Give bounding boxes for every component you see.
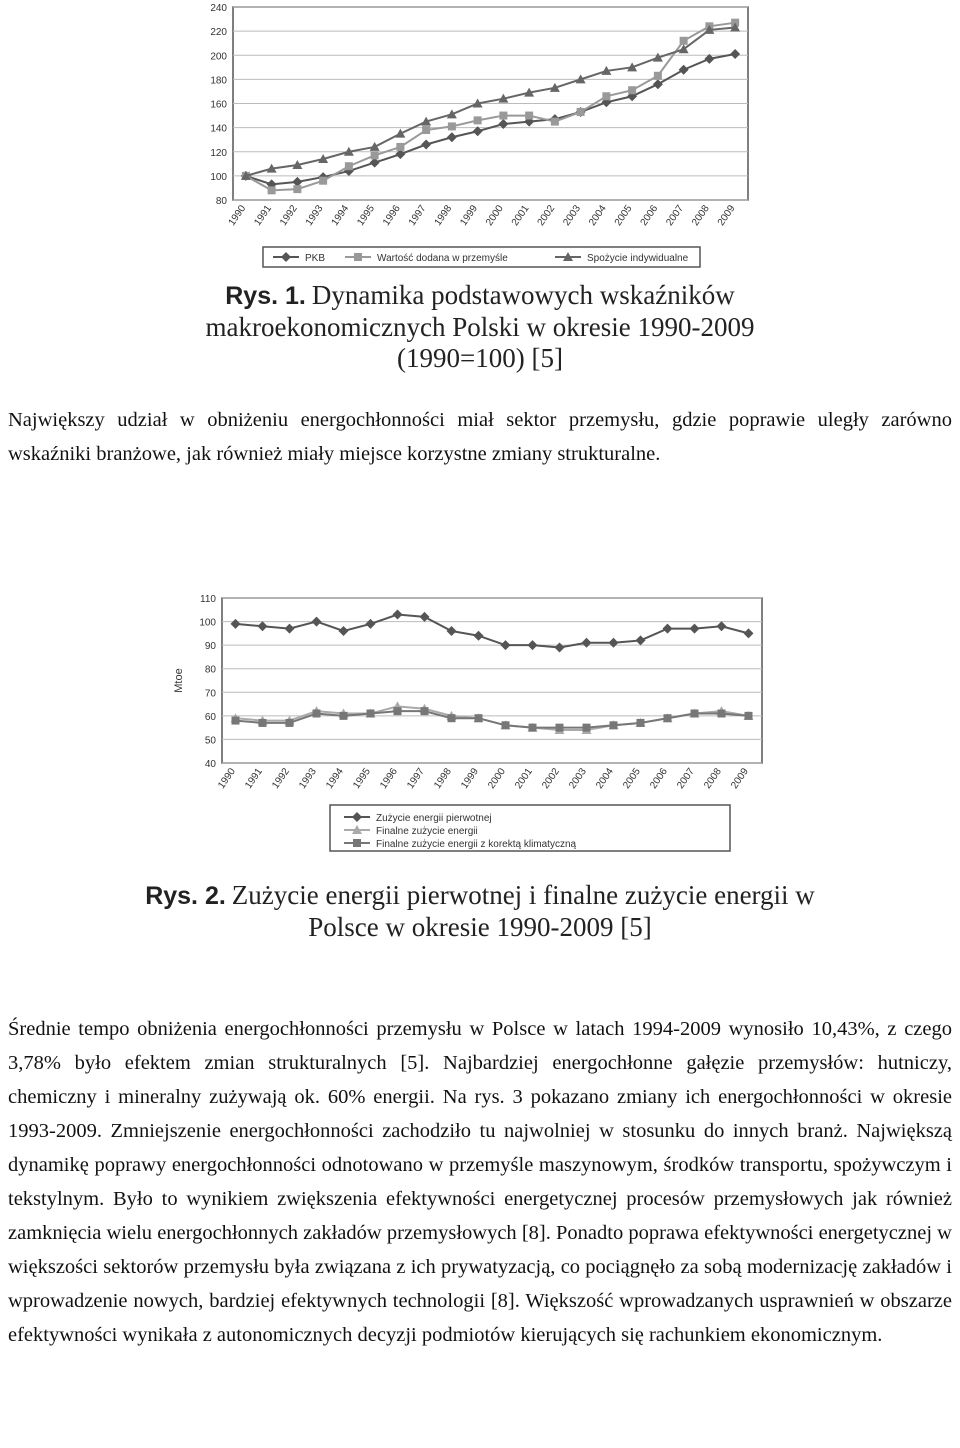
chart2-x-tick-label: 1998 bbox=[432, 766, 454, 791]
figure-2-caption bbox=[130, 880, 830, 943]
chart1-x-tick-label: 2007 bbox=[664, 203, 687, 228]
chart1-data-point bbox=[551, 118, 559, 126]
chart1-data-point bbox=[319, 177, 327, 185]
chart2-legend-label: Finalne zużycie energii z korektą klimatyczną bbox=[376, 839, 577, 850]
chart2-data-point bbox=[286, 719, 294, 727]
chart2-x-tick-label: 1992 bbox=[270, 766, 292, 791]
figure-1-chart bbox=[0, 0, 960, 275]
chart1-data-point bbox=[474, 116, 482, 124]
chart2-data-point bbox=[448, 714, 456, 722]
chart2-data-point bbox=[421, 707, 429, 715]
chart2-x-tick-label: 2008 bbox=[702, 766, 724, 791]
chart1-x-tick-label: 1998 bbox=[432, 203, 455, 228]
chart1-x-tick-label: 1990 bbox=[226, 203, 249, 228]
chart1-data-point bbox=[577, 108, 585, 116]
chart2-x-tick-label: 2001 bbox=[513, 766, 535, 791]
chart1-data-point bbox=[422, 126, 430, 134]
chart1-data-point bbox=[499, 112, 507, 120]
chart1-x-tick-label: 1993 bbox=[303, 203, 326, 228]
chart1-x-tick-label: 2001 bbox=[509, 203, 532, 228]
chart1-legend-label: PKB bbox=[305, 253, 326, 264]
chart2-y-tick-label: 90 bbox=[204, 641, 216, 653]
chart1-y-tick-label: 80 bbox=[215, 196, 227, 207]
chart1-data-point bbox=[654, 72, 662, 80]
figure-2-label: Rys. 2. bbox=[145, 882, 226, 910]
chart2-y-tick-label: 110 bbox=[200, 594, 216, 605]
chart1-data-point bbox=[268, 186, 276, 194]
chart1-data-point bbox=[396, 143, 404, 151]
chart2-y-tick-label: 60 bbox=[204, 711, 216, 723]
chart2-x-tick-label: 1997 bbox=[405, 766, 427, 791]
figure-2-chart bbox=[0, 585, 960, 855]
chart1-x-tick-label: 2006 bbox=[638, 203, 661, 228]
chart1-y-tick-label: 240 bbox=[210, 3, 227, 14]
chart2-y-tick-label: 70 bbox=[204, 688, 216, 700]
chart1-x-tick-label: 2000 bbox=[484, 203, 506, 228]
chart2-data-point bbox=[691, 710, 699, 718]
chart1-data-point bbox=[628, 86, 636, 94]
chart2-y-axis-label: Mtoe bbox=[173, 668, 185, 693]
chart1-legend-label: Spożycie indywidualne bbox=[587, 253, 689, 264]
chart1-y-tick-label: 180 bbox=[210, 75, 227, 87]
chart2-x-tick-label: 2009 bbox=[729, 766, 751, 791]
figure-1-label: Rys. 1. bbox=[225, 282, 306, 310]
chart1-x-tick-label: 2004 bbox=[587, 203, 609, 228]
chart2-data-point bbox=[394, 707, 402, 715]
chart1-x-tick-label: 1996 bbox=[381, 203, 403, 228]
chart2-data-point bbox=[475, 714, 483, 722]
chart2-legend-label: Finalne zużycie energii bbox=[376, 826, 478, 837]
chart1-x-tick-label: 2003 bbox=[561, 203, 584, 228]
chart2-y-tick-label: 50 bbox=[204, 735, 216, 747]
chart2-data-point bbox=[745, 712, 753, 720]
chart1-y-tick-label: 200 bbox=[210, 51, 227, 63]
paragraph-2: Średnie tempo obniżenia energochłonności przemysłu w Polsce w latach 1994-2009 wynosiło 10,43%, z czego 3,78% było efektem zmian strukturalnych [5]. Najbardziej energochłonne gałęzie przemysłów: hutniczy, chemiczny i mineralny zużywają ok. 60% energii. Na rys. 3 pokazano zmiany ich energochłonności w okresie 1993-2009. Zmniejszenie energochłonności zachodziło tu najwolniej w stosunku do innych branż. Największą dynamikę poprawy energochłonności odnotowano w przemyśle maszynowym, środków transportu, spożywczym i tekstylnym. Było to wynikiem zwiększenia efektywności energetycznej procesów przemysłowych jak również zamknięcia wielu energochłonnych zakładów przemysłowych [8]. Ponadto poprawa efektywności energetycznej w większości sektorów przemysłu była związana z ich prywatyzacją, co pociągnęło za sobą modernizację zakładów i wprowadzenie nowych, bardziej efektywnych technologii [8]. Większość wprowadzanych usprawnień w obszarze efektywności wynikała z autonomicznych decyzji podmiotów kierujących się rachunkiem ekonomicznym. bbox=[8, 1018, 952, 1346]
chart2-x-tick-label: 1995 bbox=[351, 766, 373, 791]
chart2-x-tick-label: 2002 bbox=[540, 766, 562, 791]
chart2-x-tick-label: 2004 bbox=[594, 766, 616, 791]
figure-1-svg bbox=[0, 0, 960, 275]
chart1-x-tick-label: 1991 bbox=[252, 203, 275, 228]
chart2-x-tick-label: 1999 bbox=[459, 766, 481, 791]
figure-2-svg bbox=[0, 585, 960, 855]
chart2-plot-area bbox=[222, 598, 762, 763]
chart1-data-point bbox=[293, 185, 301, 193]
chart2-data-point bbox=[259, 719, 267, 727]
chart2-data-point bbox=[502, 721, 510, 729]
chart2-y-tick-label: 40 bbox=[204, 759, 216, 770]
figure-2-caption-text: Zużycie energii pierwotnej i finalne zużycie energii w Polsce w okresie 1990-2009 [5] bbox=[231, 880, 815, 942]
chart1-x-tick-label: 1995 bbox=[355, 203, 378, 228]
chart2-x-tick-label: 2003 bbox=[567, 766, 589, 791]
chart1-x-tick-label: 1992 bbox=[278, 203, 300, 228]
chart1-legend-marker bbox=[354, 253, 362, 261]
chart1-y-tick-label: 100 bbox=[210, 171, 227, 183]
chart2-y-tick-label: 100 bbox=[199, 617, 216, 629]
chart1-x-tick-label: 2008 bbox=[690, 203, 712, 228]
chart2-x-tick-label: 1990 bbox=[216, 766, 238, 791]
chart1-data-point bbox=[448, 122, 456, 130]
chart1-y-tick-label: 140 bbox=[210, 123, 227, 135]
chart1-x-tick-label: 2009 bbox=[715, 203, 738, 228]
chart1-data-point bbox=[602, 92, 610, 100]
chart2-x-tick-label: 1994 bbox=[324, 766, 346, 791]
chart2-data-point bbox=[637, 719, 645, 727]
chart2-x-tick-label: 1993 bbox=[297, 766, 319, 791]
chart2-x-tick-label: 2005 bbox=[621, 766, 643, 791]
chart2-data-point bbox=[367, 710, 375, 718]
chart1-data-point bbox=[371, 151, 379, 159]
chart2-legend-label: Zużycie energii pierwotnej bbox=[376, 813, 492, 824]
chart2-x-tick-label: 2006 bbox=[648, 766, 670, 791]
chart1-x-tick-label: 2002 bbox=[535, 203, 558, 228]
figure-1-caption bbox=[150, 280, 810, 374]
chart1-x-tick-label: 1994 bbox=[329, 203, 352, 228]
paragraph-1: Największy udział w obniżeniu energochłonności miał sektor przemysłu, gdzie poprawie uległy zarówno wskaźniki branżowe, jak również miały miejsce korzystne zmiany strukturalne. bbox=[8, 409, 952, 465]
chart1-data-point bbox=[680, 37, 688, 45]
chart2-data-point bbox=[664, 714, 672, 722]
chart2-x-tick-label: 2007 bbox=[675, 766, 697, 791]
chart1-legend-label: Wartość dodana w przemyśle bbox=[377, 253, 508, 264]
chart2-data-point bbox=[232, 717, 240, 725]
figure-1-caption-text: Dynamika podstawowych wskaźników makroekonomicznych Polski w okresie 1990-2009 (1990=100) [5] bbox=[205, 280, 755, 373]
chart2-data-point bbox=[529, 724, 537, 732]
chart2-data-point bbox=[718, 710, 726, 718]
chart1-data-point bbox=[345, 162, 353, 170]
chart1-y-tick-label: 160 bbox=[210, 99, 227, 111]
chart2-x-tick-label: 1996 bbox=[378, 766, 400, 791]
chart1-x-tick-label: 2005 bbox=[612, 203, 635, 228]
chart2-data-point bbox=[583, 724, 591, 732]
chart1-y-tick-label: 120 bbox=[210, 147, 227, 159]
chart1-data-point bbox=[525, 112, 533, 120]
chart2-y-tick-label: 80 bbox=[204, 664, 216, 676]
chart2-data-point bbox=[610, 721, 618, 729]
chart2-data-point bbox=[556, 724, 564, 732]
chart2-data-point bbox=[313, 710, 321, 718]
chart2-legend-marker bbox=[353, 839, 361, 847]
chart1-x-tick-label: 1999 bbox=[458, 203, 481, 228]
chart2-x-tick-label: 2000 bbox=[486, 766, 508, 791]
chart1-x-tick-label: 1997 bbox=[406, 203, 429, 228]
chart2-x-tick-label: 1991 bbox=[243, 766, 265, 791]
chart2-data-point bbox=[340, 712, 348, 720]
chart1-y-tick-label: 220 bbox=[210, 27, 227, 39]
